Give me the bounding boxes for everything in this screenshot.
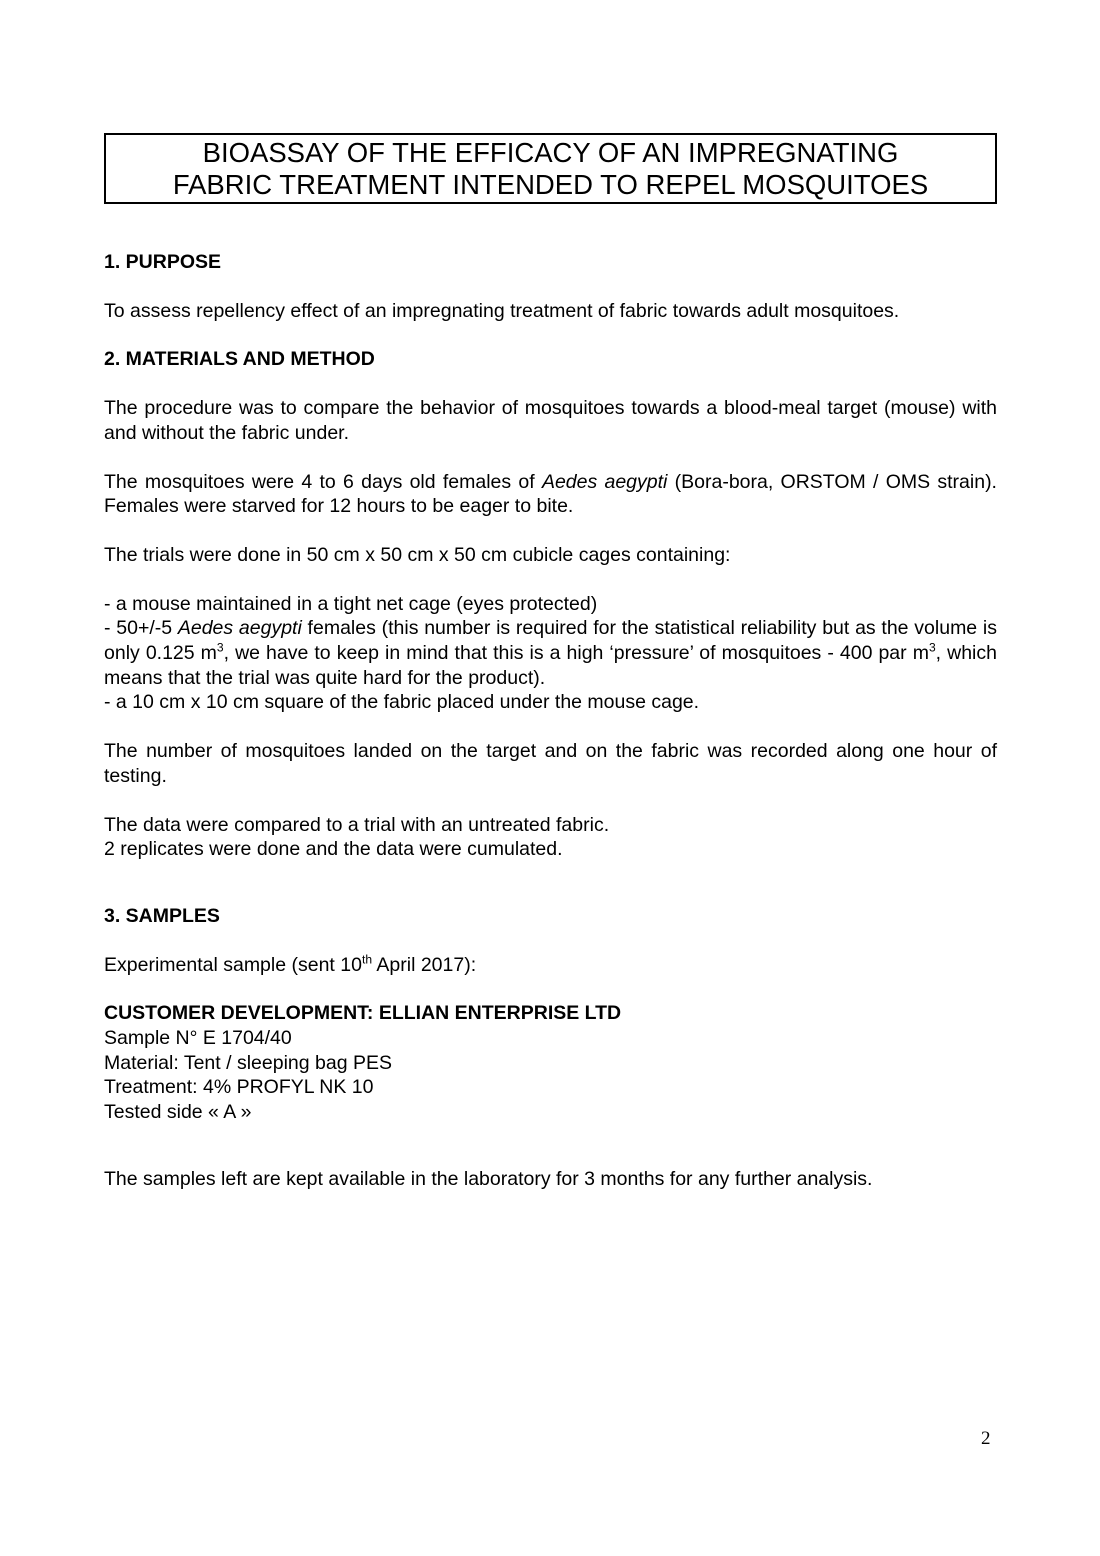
customer-title: CUSTOMER DEVELOPMENT: ELLIAN ENTERPRISE LTD (104, 1002, 622, 1025)
cage-contents-list (104, 592, 997, 716)
paragraph-recorded: The number of mosquitoes landed on the target and on the fabric was recorded along one hour of testing. (104, 740, 997, 787)
list-item-females-text-3: , we have to keep in mind that this is a high ‘pressure’ of mosquitoes - 400 par m (223, 642, 929, 665)
page-content (104, 133, 997, 1192)
report-title-line-1: BIOASSAY OF THE EFFICACY OF AN IMPREGNATING (202, 137, 899, 168)
superscript-cubed: 3 (216, 640, 224, 655)
sample-number: Sample N° E 1704/40 (104, 1027, 292, 1050)
sample-tested-side: Tested side « A » (104, 1101, 252, 1124)
paragraph-compared: The data were compared to a trial with an untreated fabric. (104, 813, 610, 836)
paragraph-samples-note: The samples left are kept available in the laboratory for 3 months for any further analysis. (104, 1167, 873, 1190)
species-name-italic: Aedes aegypti (177, 617, 302, 640)
superscript-cubed: 3 (928, 640, 936, 655)
customer-sample-block (104, 1001, 997, 1125)
paragraph-sample-intro-text-2: April 2017): (372, 953, 477, 976)
paragraph-mosquitoes-text-1: The mosquitoes were 4 to 6 days old females of (104, 470, 542, 493)
superscript-ordinal: th (361, 952, 373, 967)
sample-treatment: Treatment: 4% PROFYL NK 10 (104, 1076, 374, 1099)
paragraph-mosquitoes-text-2: (Bora-bora, ORSTOM / OMS strain). Females were starved for 12 hours to be eager to bite. (104, 470, 997, 518)
paragraph-trials: The trials were done in 50 cm x 50 cm x 50 cm cubicle cages containing: (104, 543, 731, 566)
list-item-fabric-square: - a 10 cm x 10 cm square of the fabric placed under the mouse cage. (104, 691, 700, 714)
paragraph-comparison-block (104, 813, 997, 862)
section-heading-samples: 3. SAMPLES (104, 904, 220, 927)
section-heading-purpose: 1. PURPOSE (104, 251, 222, 273)
paragraph-sample-intro-text-1: Experimental sample (sent 10 (104, 953, 362, 976)
list-item-females-text-1: - 50+/-5 (104, 617, 178, 640)
paragraph-mosquitoes (104, 470, 997, 519)
report-title-line-2: FABRIC TREATMENT INTENDED TO REPEL MOSQUITOES (172, 168, 929, 200)
species-name-italic: Aedes aegypti (541, 470, 668, 493)
paragraph-procedure: The procedure was to compare the behavior of mosquitoes towards a blood-meal target (mouse) with and without the fabric under. (104, 397, 997, 444)
paragraph-replicates: 2 replicates were done and the data were cumulated. (104, 838, 563, 861)
list-item-females-text-4: , which means that the trial was quite hard for the product). (104, 642, 997, 689)
paragraph-purpose: To assess repellency effect of an impregnating treatment of fabric towards adult mosquitoes. (104, 299, 900, 322)
paragraph-sample-intro (104, 953, 997, 978)
page-number: 2 (981, 1428, 991, 1449)
sample-material: Material: Tent / sleeping bag PES (104, 1051, 392, 1074)
report-title-box (104, 133, 997, 204)
list-item-females (104, 616, 997, 690)
list-item-females-text-2: females (this number is required for the statistical reliability but as the volume is only 0.125 m (104, 617, 997, 665)
section-heading-materials: 2. MATERIALS AND METHOD (104, 348, 375, 371)
list-item-mouse: - a mouse maintained in a tight net cage (eyes protected) (104, 592, 598, 615)
